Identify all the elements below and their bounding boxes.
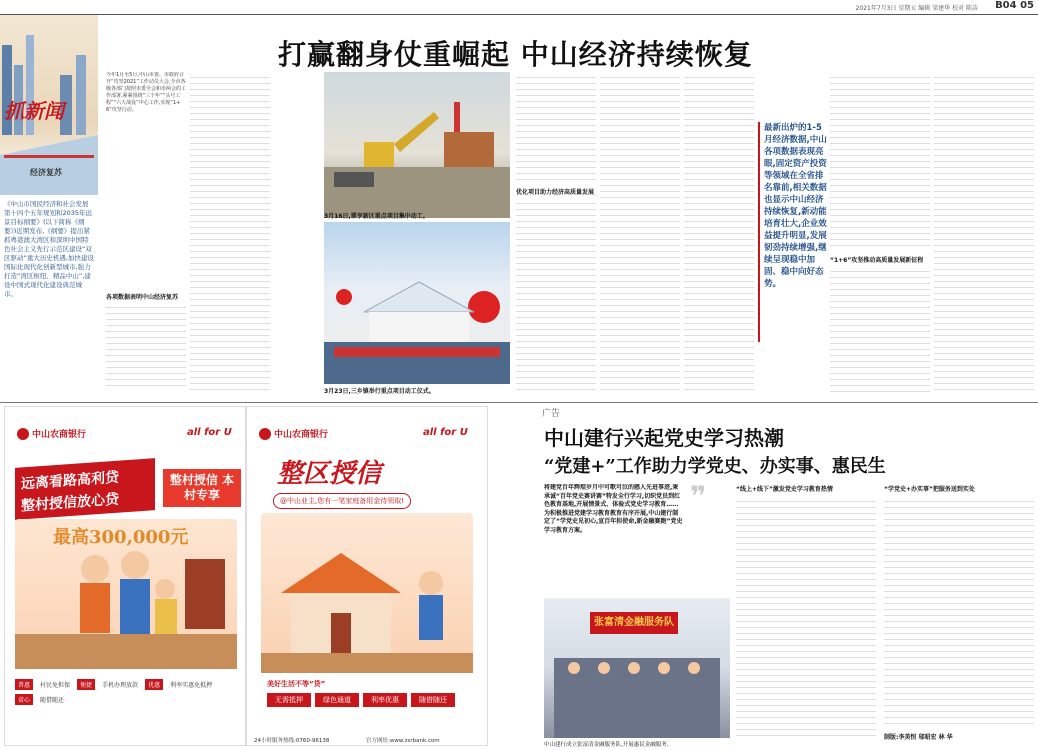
tag-1: 普惠	[15, 679, 33, 690]
ad-label: 广告	[542, 409, 561, 419]
photo-caption-1: 3月16日,翠亨新区重点项目集中动工。	[324, 213, 429, 220]
benefit-4: 随借随还	[411, 693, 455, 707]
article1-subhead-2: 优化项目助力经济高质量发展	[516, 189, 595, 196]
ad-website: 官方网址:www.zsrbank.com	[366, 738, 440, 744]
section-divider	[0, 402, 1038, 403]
article2-lead: 将建党百年辉煌岁月中可歌可泣的感人先进事迹,秉承诚“百年党史赛讲赛”特发全行学习,切织党员到红色教育基地,开展情景式、体验式党史学习教育……为积极推进党建学习教育教育有序开展,中山建行制定了“学党史见初心,宣百年担使命,新金融赛跑”党史学习教育方案。	[544, 484, 683, 534]
team-banner: 张富清金融服务队	[590, 612, 678, 634]
benefit-3: 利率优惠	[363, 693, 407, 707]
tag-3: 便捷	[77, 679, 95, 690]
main-headline: 打赢翻身仗重崛起 中山经济持续恢复	[278, 38, 753, 71]
sidebar-section-label: 经济复苏	[30, 168, 62, 177]
benefit-2: 绿色通道	[315, 693, 359, 707]
pull-quote	[758, 122, 830, 342]
bank-ad-right	[246, 406, 488, 746]
bank-ad-left	[4, 406, 246, 746]
article1-col8	[934, 72, 1034, 394]
left-badge: 整村授信 本村专享	[163, 469, 241, 507]
sidebar-art	[0, 15, 98, 195]
left-headline-2: 整村授信放心贷	[21, 491, 119, 515]
article1-col2	[190, 72, 270, 392]
benefits-grid	[267, 693, 467, 707]
house-icon	[261, 513, 473, 673]
article1-col6	[684, 72, 754, 394]
article1-subhead-1: 各项数据表明中山经济复苏	[106, 294, 179, 301]
bank-logo-icon	[259, 428, 271, 440]
bank-logo-left	[17, 427, 86, 440]
brand-tag-left: all for U	[187, 427, 232, 438]
article1-col1b	[106, 302, 186, 390]
article2-col3	[884, 496, 1034, 728]
excavator-icon	[324, 72, 510, 218]
header-page-number: B04 05	[995, 0, 1034, 11]
left-tags	[15, 679, 237, 705]
sidebar-brand: 抓新闻	[4, 99, 64, 123]
left-headline-1: 远离看路高利贷	[21, 469, 119, 493]
article1-col5	[600, 72, 680, 394]
sidebar-intro: 《中山市国民经济和社会发展第十四个五年规划和2035年远景目标纲要》(以下简称《纲要》)近期发布,《纲要》提出紧抓粤港澳大湾区和深圳中国特色社会主义先行示范区建设“双区驱动”重大历史机遇,加快建设国际化现代化创新型城市,强力打造“湾区枢纽、精品中山”,建设中国式现代化建设典范城市。	[4, 200, 94, 298]
article2-headline-1: 中山建行兴起党史学习热潮	[544, 426, 784, 450]
bank-logo-right	[259, 427, 328, 440]
tag-8: 随借随还	[40, 697, 65, 704]
ad-hotline: 24小时服务热线:0760-96138	[254, 738, 330, 744]
sidebar	[0, 15, 98, 400]
construction-photo	[324, 72, 510, 218]
pull-quote-text: 最新出炉的1-5月经济数据,中山各项数据表现亮眼,固定资产投资等领域在全省排名靠前,相关数据也显示中山经济持续恢复,新动能培育壮大,企业效益提升明显,发展韧劲持续增强,继续呈现稳中加固、稳中向好态势。	[764, 123, 827, 289]
article2-byline: 制版:李美恒 邬昭宏 林 华	[884, 734, 953, 741]
tag-5: 优惠	[145, 679, 163, 690]
left-headline-box	[15, 458, 155, 520]
balloon-tent-icon	[324, 222, 510, 384]
house-illustration	[261, 513, 473, 673]
photo-caption-3: 中山建行成立张富清金融服务队,开展惠民金融服务。	[544, 742, 673, 748]
header-divider	[0, 14, 1038, 15]
article1-subhead-3: “1+6”攻坚推动高质量发展新征程	[830, 257, 924, 264]
right-headline: 整区授信	[277, 459, 382, 489]
left-amount: 最高300,000元	[53, 527, 189, 548]
right-subline: @中山业主,您有一笔家庭备用金待领取!	[273, 493, 411, 509]
brand-tag-right: all for U	[423, 427, 468, 438]
benefits-title: 美好生活不等“贷”	[267, 680, 326, 688]
bank-name-left: 中山农商银行	[32, 430, 87, 440]
bank-logo-icon	[17, 428, 29, 440]
article2-headline-2: “党建+”工作助力学党史、办实事、惠民生	[544, 456, 886, 477]
tag-7: 省心	[15, 694, 33, 705]
top-header-bar	[0, 0, 1038, 14]
article1-col7	[830, 72, 930, 247]
article1-col4	[516, 72, 596, 182]
benefit-1: 无需抵押	[267, 693, 311, 707]
header-date: 2021年7月3日 星期五 编辑 梁建华 校对 陈洁	[855, 5, 978, 12]
article2-subhead-1: “线上+线下”激发党史学习教育热情	[736, 486, 833, 493]
ceremony-photo	[324, 222, 510, 384]
photo-caption-2: 3月23日,三乡镇举行重点项目动工仪式。	[324, 388, 435, 395]
tag-4: 手机办理放款	[102, 682, 139, 689]
bank-name-right: 中山农商银行	[274, 430, 329, 440]
benefits-panel	[267, 679, 467, 707]
tag-2: 村民免担保	[40, 682, 71, 689]
service-team-photo	[544, 598, 730, 738]
quote-mark-icon: ❞	[690, 480, 707, 513]
article2-col2	[736, 496, 876, 738]
article2-subhead-2: “学党史+办实事”把服务送到实处	[884, 486, 975, 493]
article1-lead: 今年1月至5月,中山市委、市政府召开“攻坚2021”工作动员大会,全市各级各部门按照市委全会和市两会的工作部署,紧紧围绕“三个年”“头号工程”“六大战役”中心工作,实现“1+6”攻坚行动。	[106, 72, 186, 113]
family-illustration	[15, 519, 237, 669]
article1-col4b	[516, 198, 596, 394]
article1-col7b	[830, 266, 930, 394]
tag-6: 利率实惠免抵押	[170, 682, 213, 689]
article1-col1	[106, 72, 186, 287]
